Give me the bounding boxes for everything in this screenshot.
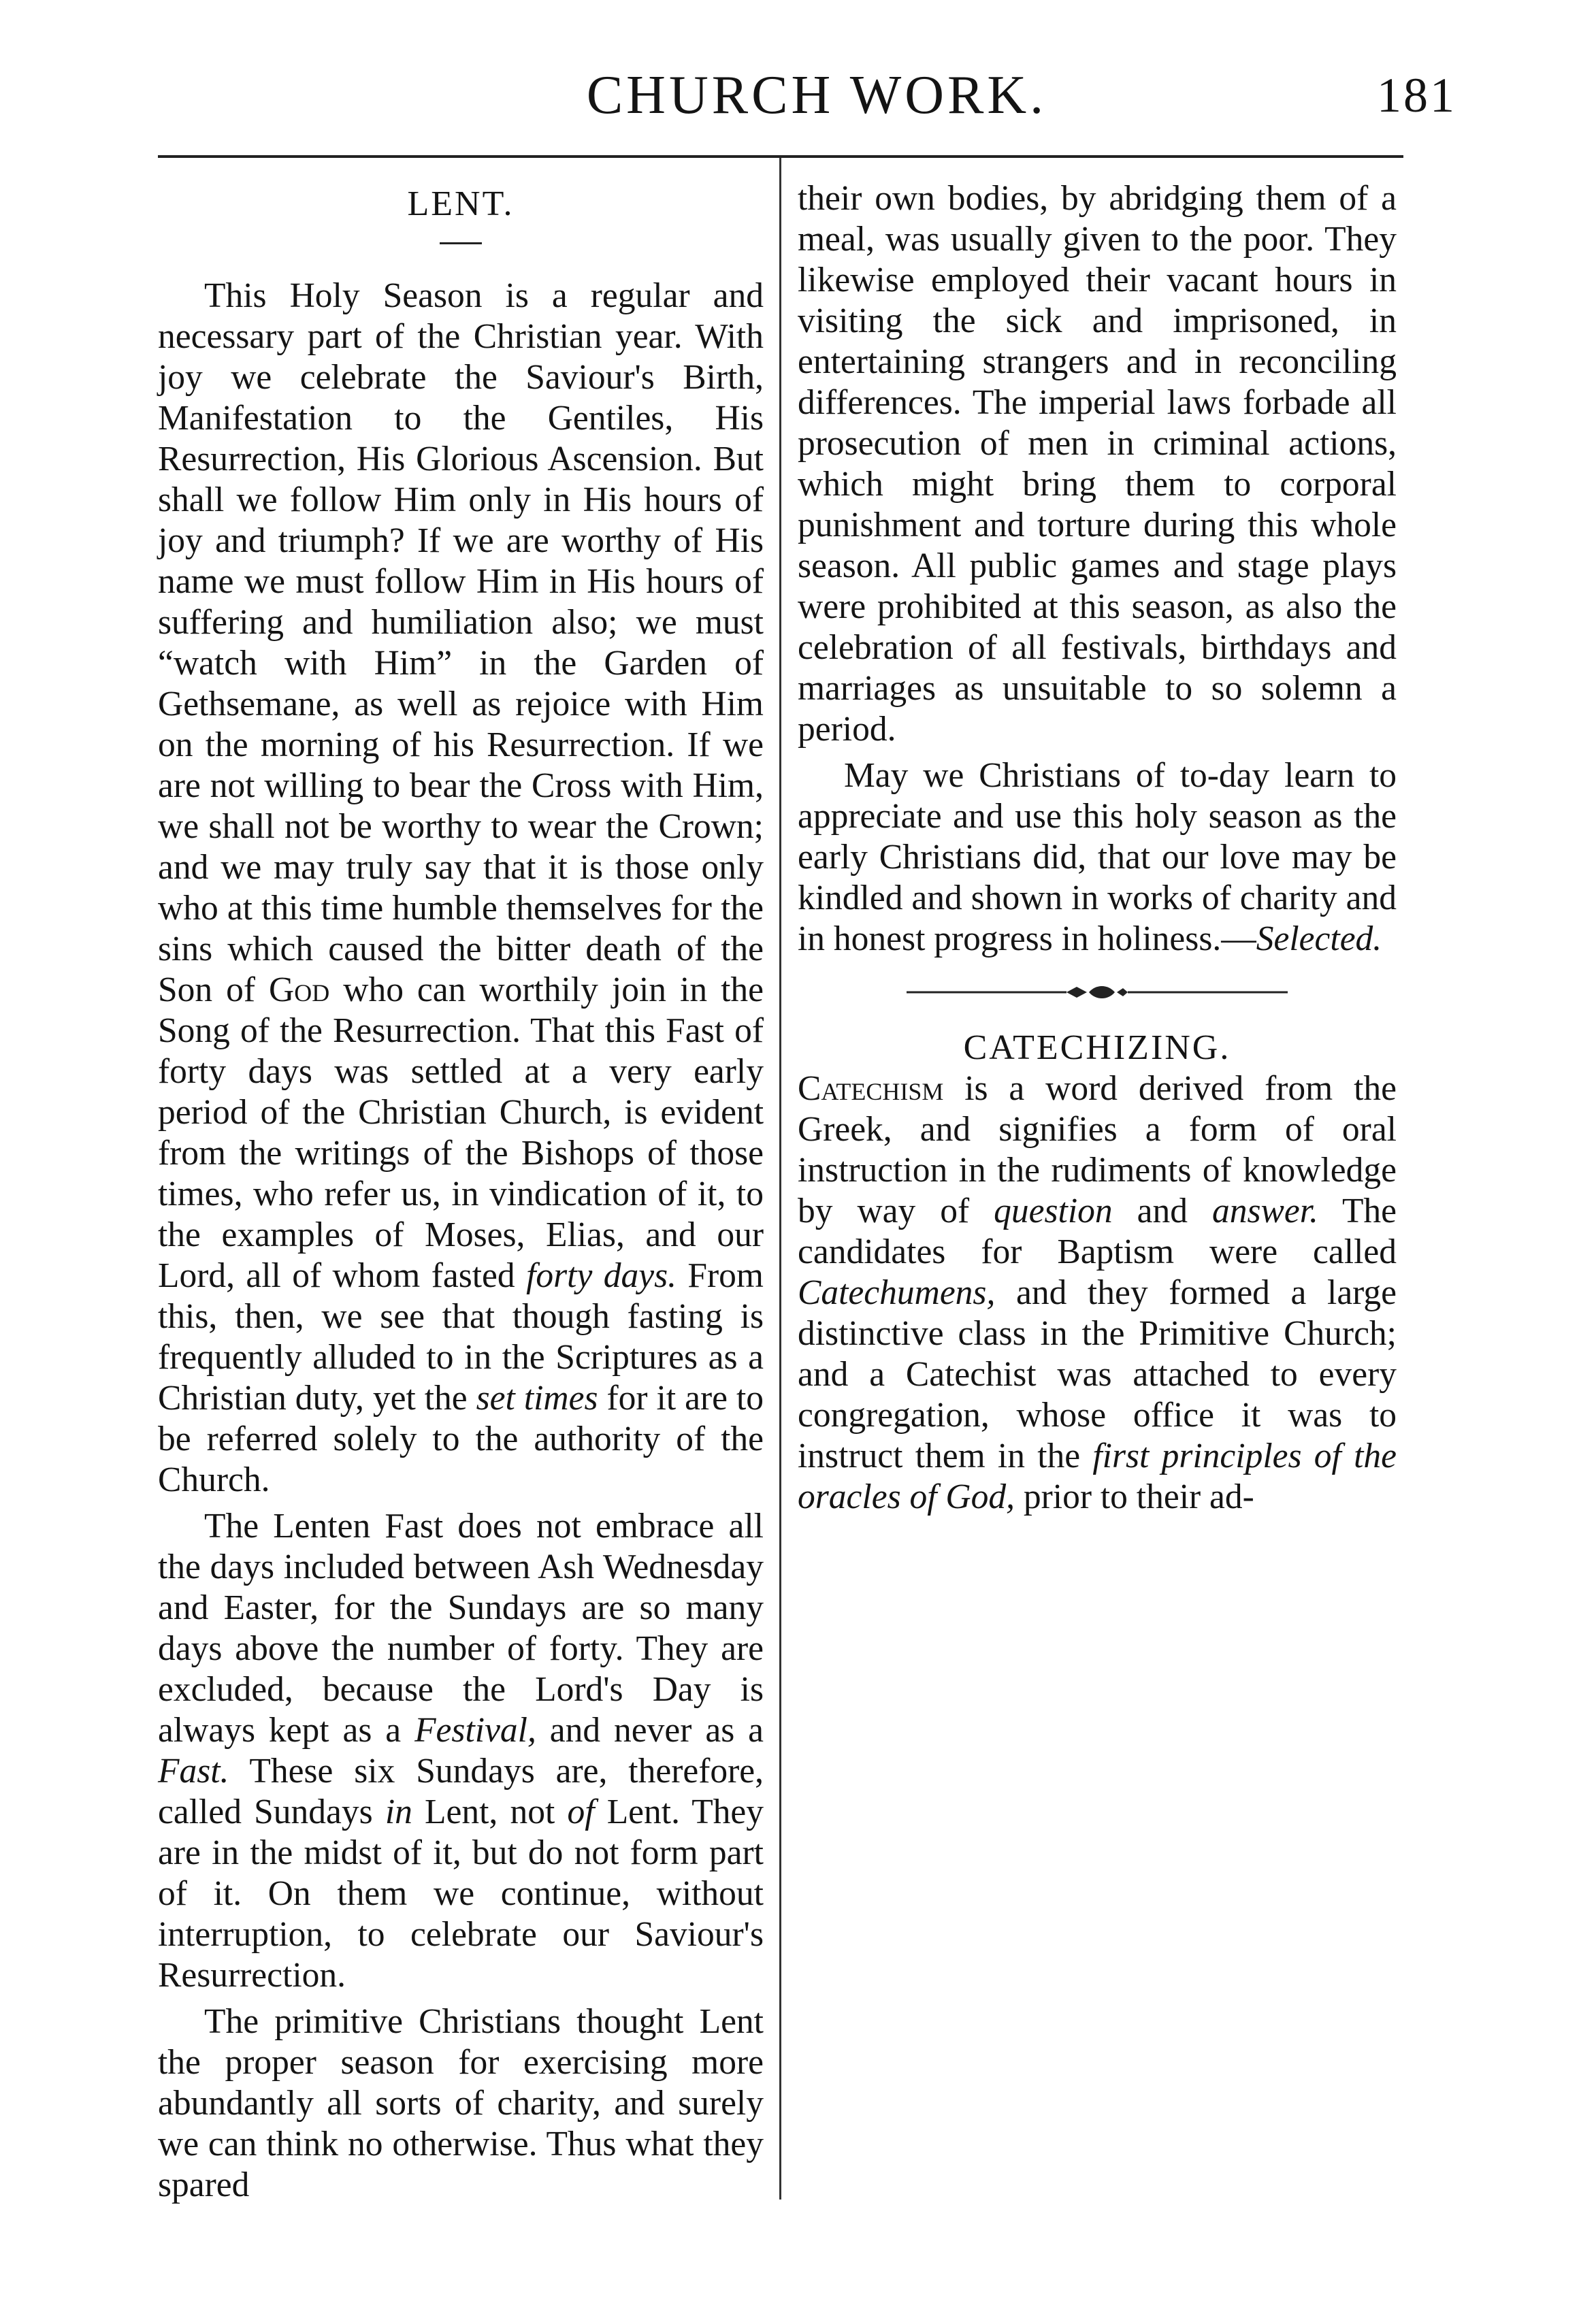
lent-p1-text-1: This Holy Season is a regular and necessary part of the Christian year. With joy we celebrate the Saviour's Birth, Manifestation to the Gentiles, His Resurrection, His Glorious Ascension. But shall we follow Him only in His hours of joy and triumph? If we are worthy of His name we must follow Him in His hours of suffering and humiliation also; we must “watch with Him” in the Garden of Gethsemane, as well as rejoice with Him on the morning of his Resurrection. If we are not willing to bear the Cross with Him, we shall not be worthy to wear the Crown; and we may truly say that it is those only who at this time humble themselves for the sins which caused the bitter death of the Son of [158, 276, 764, 1009]
lent-p1-text-3: From this, then, we see that though fasting is frequently alluded to in the Scriptures as a Christian duty, yet the [158, 1256, 764, 1418]
heading-dash [440, 242, 482, 244]
cat-text-1: is a word derived from the Greek, and signifies a form of oral instruction in the rudiments of knowledge by way of [798, 1069, 1397, 1230]
right-column [798, 178, 1397, 1518]
cat-text-4: and they formed a large distinctive class in the Primitive Church; and a Catechist was attached to every congregation, whose office it was to instruct them in the [798, 1273, 1397, 1475]
lent-p2-text-4: Lent, not [412, 1793, 568, 1831]
answer-italic: answer. [1211, 1192, 1318, 1230]
lent-p2-text-1: The Lenten Fast does not embrace all the days included between Ash Wednesday and Easter, for the Sundays are so many days above the number of forty. They are excluded, because the Lord's Day is always kept as a [158, 1507, 764, 1750]
lent-paragraph-4 [798, 755, 1397, 960]
of-italic: of [567, 1793, 595, 1831]
set-times-italic: set times [476, 1379, 598, 1418]
left-column [158, 178, 764, 2206]
lent-p1-text-4: for it are to be referred solely to the authority of the Church. [158, 1379, 764, 1499]
forty-days-italic: forty days. [526, 1256, 677, 1295]
page-number: 181 [1377, 68, 1456, 122]
lent-paragraph-3-continued: their own bodies, by abridging them of a meal, was usually given to the poor. They likewise employed their vacant hours in visiting the sick and imprisoned, in entertaining strangers and in reconciling differences. The imperial laws forbade all prosecution of men in criminal actions, which might bring them to corporal punishment and torture during this whole season. All public games and stage plays were prohibited at this season, as also the celebration of all festivals, birthdays and marriages as unsuitable to so solemn a period. [798, 179, 1397, 749]
lent-paragraph-2 [158, 1506, 764, 1996]
source-credit: Selected. [1256, 919, 1382, 958]
lent-paragraph-1 [158, 276, 764, 1501]
lent-heading: LENT. [407, 184, 515, 223]
god-small-caps: God [269, 970, 330, 1009]
lent-paragraph-3: The primitive Christians thought Lent the proper season for exercising more abundantly all sorts of charity, and surely we can think no otherwise. Thus what they spared [158, 2002, 764, 2204]
festival-italic: Festival, [414, 1711, 536, 1750]
catechism-small-caps: Catechism [798, 1069, 944, 1108]
lent-p2-text-3: These six Sundays are, therefore, called Sundays [158, 1752, 764, 1831]
first-principles-italic: first principles of the oracles of God, [798, 1437, 1397, 1516]
cat-text-3: The candidates for Baptism were called [798, 1192, 1397, 1271]
catechizing-paragraph [798, 1068, 1397, 1518]
page-title: CHURCH WORK. [586, 65, 1047, 125]
lent-p2-text-5: Lent. They are in the midst of it, but do not form part of it. On them we continue, without interruption, to celebrate our Saviour's Resurrection. [158, 1793, 764, 1995]
cat-text-5: prior to their ad- [1014, 1477, 1254, 1516]
section-ornament [798, 972, 1397, 1013]
catechizing-heading: CATECHIZING. [963, 1028, 1231, 1067]
lent-p1-text-2: who can worthily join in the Song of the Resurrection. That this Fast of forty days was settled at a very early period of the Christian Church, is evident from the writings of the Bishops of those times, who refer us, in vindication of it, to the examples of Moses, Elias, and our Lord, all of whom fasted [158, 970, 764, 1295]
question-italic: question [994, 1192, 1113, 1230]
column-divider [779, 158, 781, 2200]
fast-italic: Fast. [158, 1752, 229, 1791]
lent-p4-text: May we Christians of to-day learn to appreciate and use this holy season as the early Christians did, that our love may be kindled and shown in works of charity and in honest progress in holiness.— [798, 756, 1397, 958]
cat-text-2: and [1112, 1192, 1212, 1230]
lent-p2-text-2: and never as a [536, 1711, 764, 1750]
catechumens-italic: Catechumens, [798, 1273, 996, 1312]
in-italic: in [385, 1793, 412, 1831]
